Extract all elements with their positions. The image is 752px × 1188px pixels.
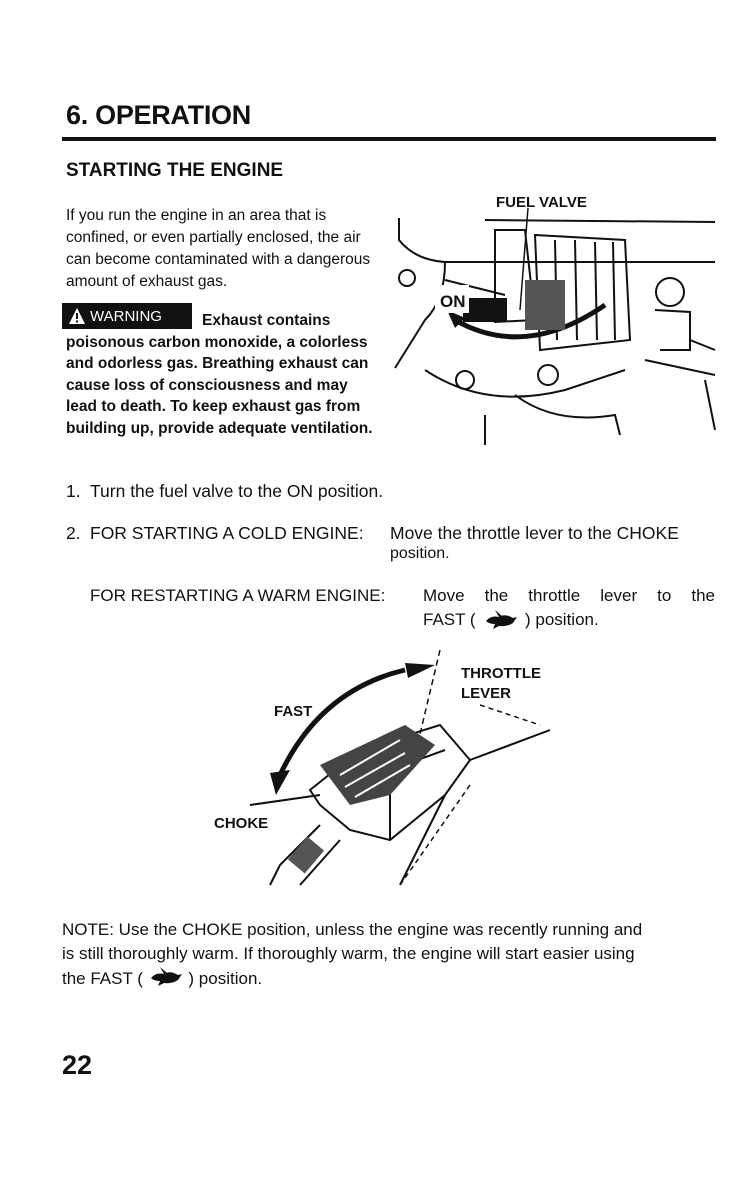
fuel-valve-label: FUEL VALVE <box>496 194 587 211</box>
section-title: 6. OPERATION <box>66 100 251 130</box>
step-2-number: 2. <box>66 523 81 543</box>
throttle-label-2: LEVER <box>461 685 512 702</box>
fast-label: FAST <box>274 703 313 720</box>
note-line-2: is still thoroughly warm. If thoroughly warm, the engine will start easier using <box>62 944 635 963</box>
note-line-3 <box>62 966 717 991</box>
subsection-title: STARTING THE ENGINE <box>66 160 284 181</box>
warning-badge-label: WARNING <box>90 307 162 325</box>
step-2b-text-b2: ) position. <box>525 610 599 629</box>
choke-label: CHOKE <box>214 815 269 832</box>
warning-triangle-icon <box>68 307 86 325</box>
note-line-1: NOTE: Use the CHOKE position, unless the engine was recently running and <box>62 920 643 939</box>
title-rule <box>62 137 716 141</box>
note-line-3b: ) position. <box>188 969 263 988</box>
note-line-3a: the FAST ( <box>62 969 143 988</box>
rabbit-icon <box>483 609 519 631</box>
step-2b-lead: FOR RESTARTING A WARM ENGINE: <box>90 586 386 605</box>
step-1-text: Turn the fuel valve to the ON position. <box>90 481 384 501</box>
throttle-label-1: THROTTLE <box>461 665 541 682</box>
throttle-lever-illustration <box>240 645 560 895</box>
note-paragraph <box>62 918 717 991</box>
step-2-text-b: position. <box>390 545 450 562</box>
step-2-lead: FOR STARTING A COLD ENGINE: <box>90 523 364 543</box>
on-label: ON <box>440 292 466 311</box>
step-2b-text-a: Move the throttle lever to the <box>423 586 715 605</box>
step-2b-text-b1: FAST ( <box>423 610 476 629</box>
rabbit-icon <box>148 966 184 988</box>
fuel-valve-illustration <box>385 200 715 445</box>
step-1-number: 1. <box>66 481 81 501</box>
warning-badge <box>62 303 192 329</box>
step-2-text-a: Move the throttle lever to the CHOKE <box>390 523 679 543</box>
page-number: 22 <box>62 1050 93 1080</box>
intro-paragraph: If you run the engine in an area that is confined, or even partially enclosed, the air can become contaminated with a dangerous amount of exhaust gas. <box>66 207 371 290</box>
warning-text: Exhaust contains poisonous carbon monoxide, a colorless and odorless gas. Breathing exhaust can cause loss of consciousness and may lead to death. To keep exhaust gas from building up, provide adequate ventilation. <box>66 312 373 437</box>
